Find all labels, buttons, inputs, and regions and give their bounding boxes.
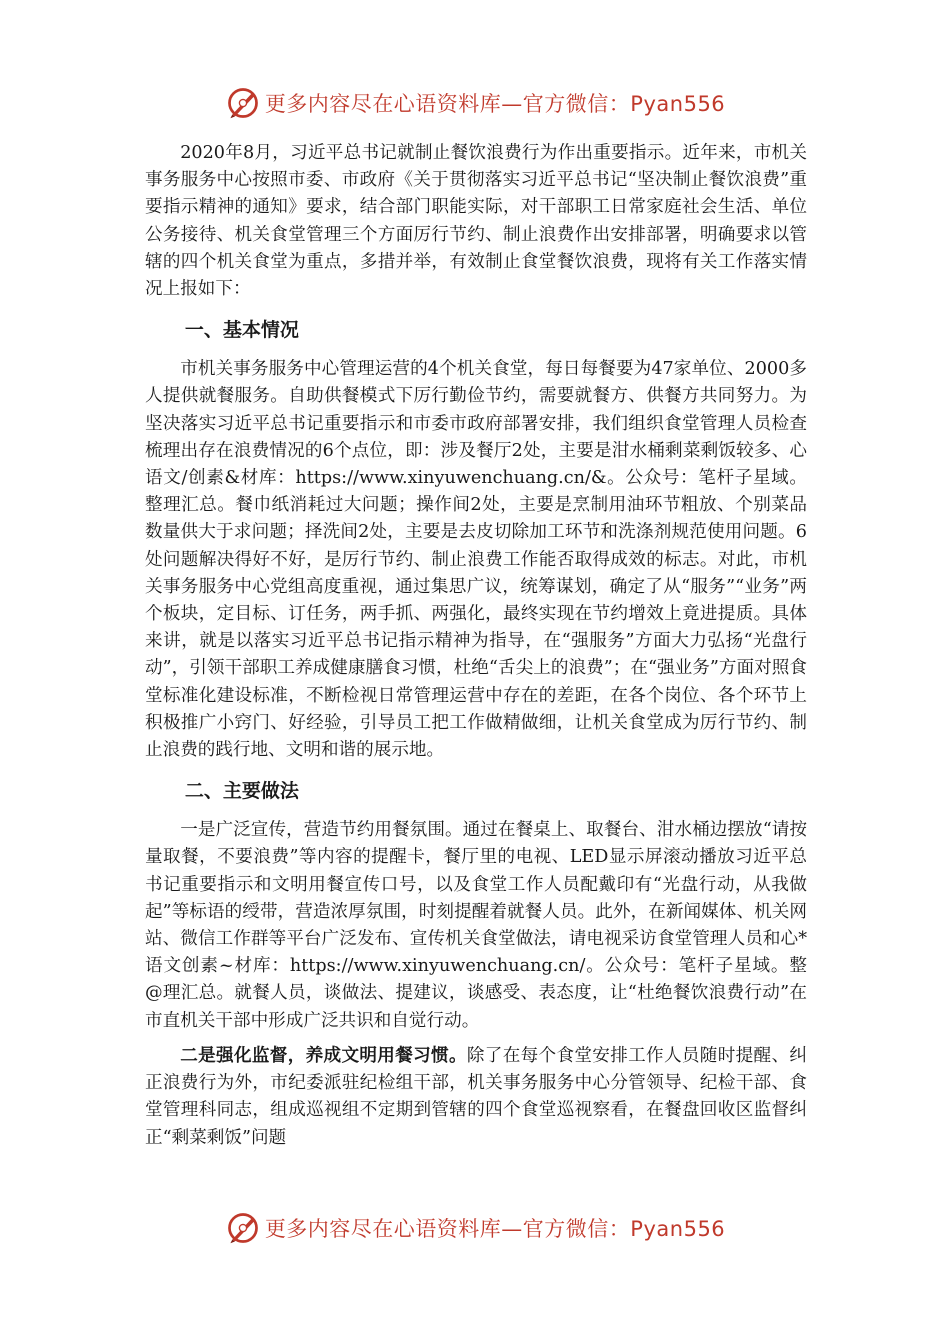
- intro-paragraph: 2020年8月，习近平总书记就制止餐饮浪费行为作出重要指示。近年来，市机关事务服务中心按照市委、市政府《关于贯彻落实习近平总书记“坚决制止餐饮浪费”重要指示精神的通知》要求，结合部门职能实际，对干部职工日常家庭社会生活、单位公务接待、机关食堂管理三个方面厉行节约、制止浪费作出安排部署，明确要求以管辖的四个机关食堂为重点，多措并举，有效制止食堂餐饮浪费，现将有关工作落实情况上报如下：: [145, 143, 807, 300]
- basic-situation-paragraph: 市机关事务服务中心管理运营的4个机关食堂，每日每餐要为47家单位、2000多人提供就餐服务。自助供餐模式下厉行勤俭节约，需要就餐方、供餐方共同努力。为坚决落实习近平总书记重要指示和市委市政府部署安排，我们组织食堂管理人员检查梳理出存在浪费情况的6个点位，即：涉及餐厅2处，主要是泔水桶剩菜剩饭较多、心语文/创素&材库：https://www.xinyuwenchuang.cn/&。公众号：笔杆子星域。整理汇总。餐巾纸消耗过大问题；操作间2处，主要是烹制用油环节粗放、个别菜品数量供大于求问题；择洗间2处，主要是去皮切除加工环节和洗涤剂规范使用问题。6处问题解决得好不好，是厉行节约、制止浪费工作能否取得成效的标志。对此，市机关事务服务中心党组高度重视，通过集思广议，统筹谋划，确定了从“服务”“业务”两个板块，定目标、订任务，两手抓、两强化，最终实现在节约增效上竟进提质。具体来讲，就是以落实习近平总书记指示精神为指导，在“强服务”方面大力弘扬“光盘行动”，引领干部职工养成健康膳食习惯，杜绝“舌尖上的浪费”；在“强业务”方面对照食堂标准化建设标准，不断检视日常管理运营中存在的差距，在各个岗位、各个环节上积极推广小窍门、好经验，引导员工把工作做精做细，让机关食堂成为厉行节约、制止浪费的践行地、文明和谐的展示地。: [145, 359, 807, 761]
- header-banner-text: 更多内容尽在心语资料库—官方微信：Pyan556: [264, 92, 726, 116]
- measure-1-paragraph: 一是广泛宣传，营造节约用餐氛围。通过在餐桌上、取餐台、泔水桶边摆放“请按量取餐，不要浪费”等内容的提醒卡，餐厅里的电视、LED显示屏滚动播放习近平总书记重要指示和文明用餐宣传口号，以及食堂工作人员配戴印有“光盘行动，从我做起”等标语的绶带，营造浓厚氛围，时刻提醒着就餐人员。此外，在新闻媒体、机关网站、微信工作群等平台广泛发布、宣传机关食堂做法，请电视采访食堂管理人员和心*语文创素~材库：https://www.xinyuwenchuang.cn/。公众号：笔杆子星域。整@理汇总。就餐人员，谈做法、提建议，谈感受、表态度，让“杜绝餐饮浪费行动”在市直机关干部中形成广泛共识和自觉行动。: [145, 820, 807, 1031]
- footer-banner: [0, 1208, 950, 1248]
- measure-2-paragraph: [145, 1042, 807, 1152]
- measure-2-lead: 二是强化监督，养成文明用餐习惯。: [180, 1044, 467, 1066]
- document-body: [145, 140, 807, 1152]
- section-heading-measures: 二、主要做法: [184, 780, 299, 803]
- header-banner: [0, 83, 950, 123]
- footer-banner-text: 更多内容尽在心语资料库—官方微信：Pyan556: [264, 1217, 726, 1241]
- section-heading-basic: 一、基本情况: [184, 319, 299, 342]
- pen-circle-logo-icon: [225, 1210, 261, 1246]
- measure-2-text: 除了在每个食堂安排工作人员随时提醒、纠正浪费行为外，市纪委派驻纪检组干部，机关事务服务中心分管领导、纪检干部、食堂管理科同志，组成巡视组不定期到管辖的四个食堂巡视察看，在餐盘回收区监督纠正“剩菜剩饭”问题: [145, 1045, 807, 1148]
- pen-circle-logo-icon: [225, 85, 261, 121]
